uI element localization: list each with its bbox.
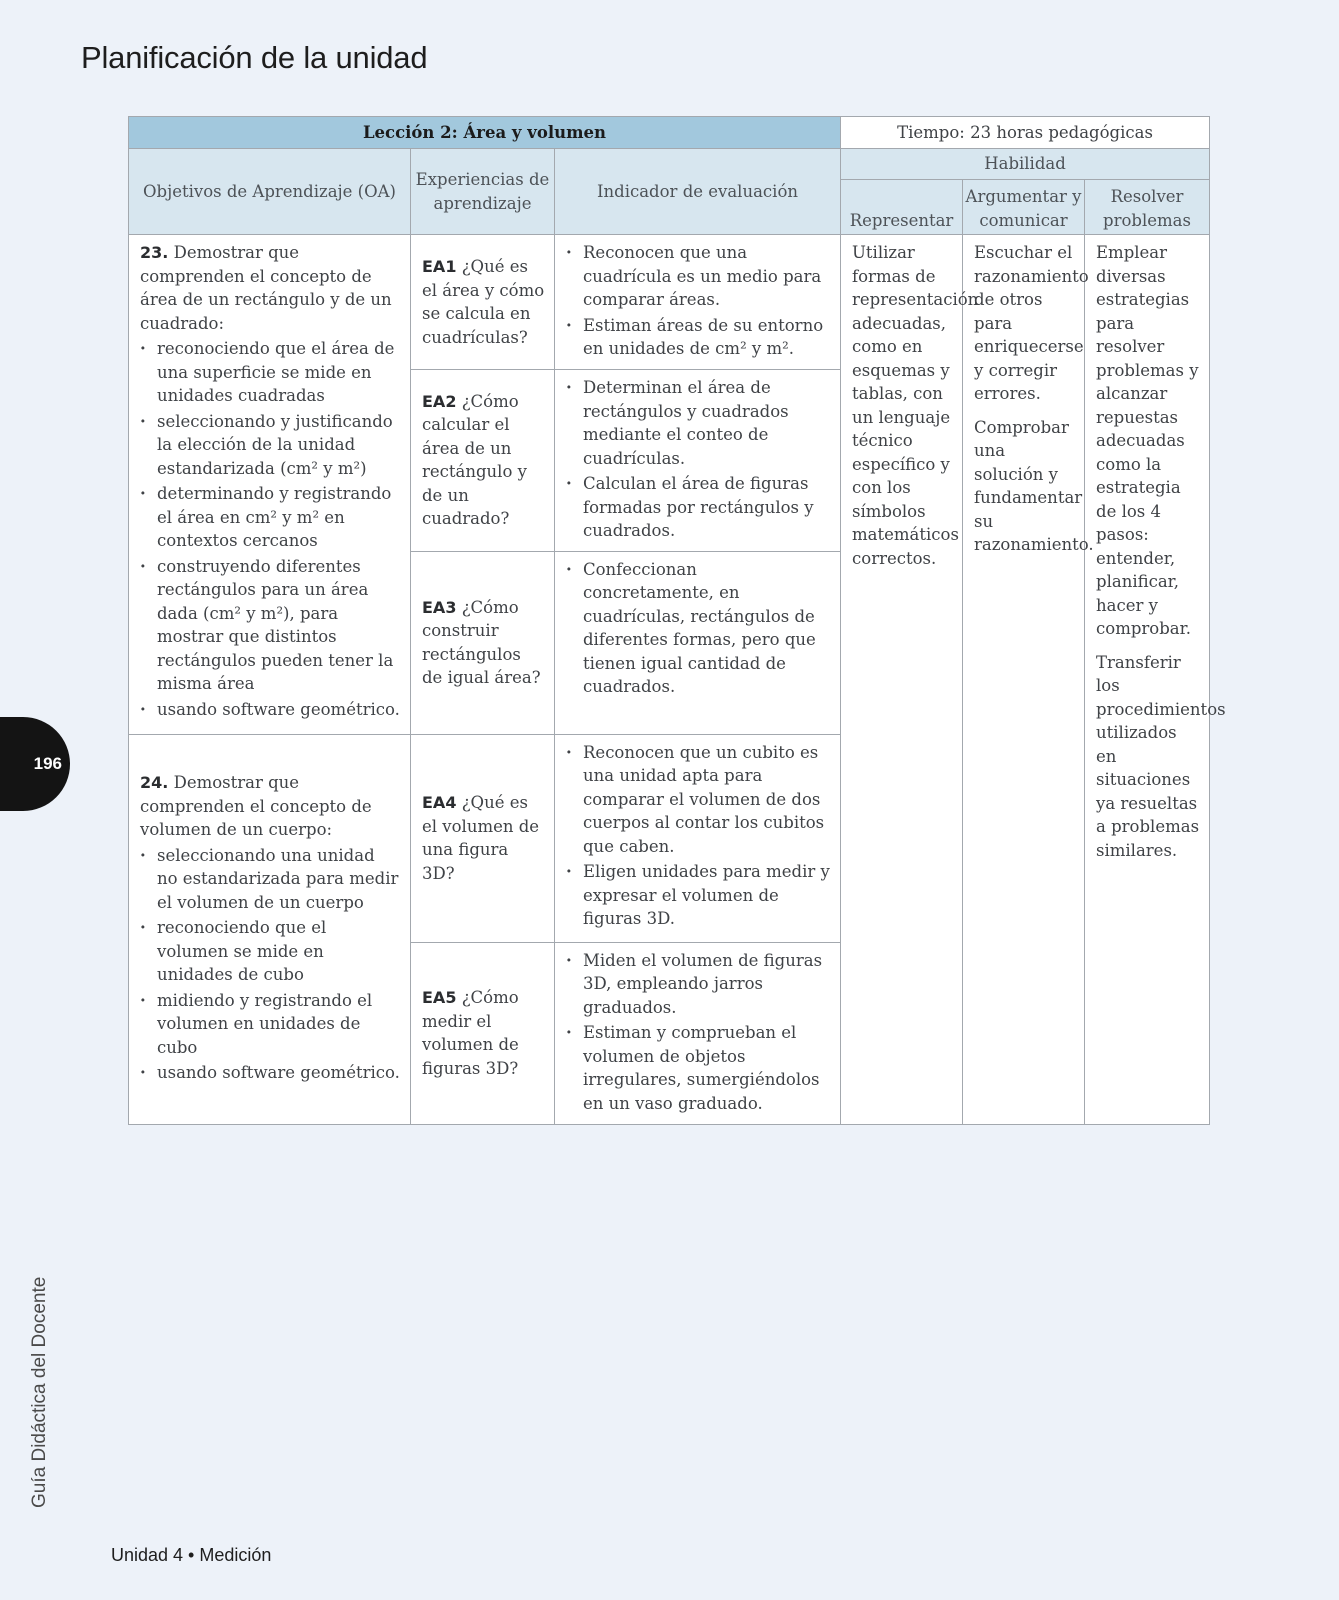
header-skill: Habilidad	[841, 149, 1210, 180]
ea4-cell	[411, 734, 555, 942]
list-item: · Reconocen que un cubito es una unidad apta para comparar el volumen de dos cuerpos al contar los cubitos que caben.	[566, 741, 832, 859]
ea5-question: ¿Cómo medir el volumen de figuras 3D?	[422, 988, 519, 1078]
ea2-code: EA2	[422, 391, 457, 411]
list-item: · determinando y registrando el área en cm² y m² en contextos cercanos	[140, 482, 400, 553]
list-item: · Calculan el área de figuras formadas por rectángulos y cuadrados.	[566, 472, 832, 543]
oa-24-text: Demostrar que comprenden el concepto de volumen de un cuerpo:	[140, 773, 372, 840]
ea4-code: EA4	[422, 793, 457, 812]
list-item: · Reconocen que una cuadrícula es un medio para comparar áreas.	[566, 241, 832, 312]
ea5-cell	[411, 942, 555, 1124]
footer-unit: Unidad 4 • Medición	[111, 1545, 272, 1565]
list-item: · Eligen unidades para medir y expresar el volumen de figuras 3D.	[566, 860, 832, 931]
lesson-title: Lección 2: Área y volumen	[129, 117, 841, 149]
skill-text: Emplear diversas estrategias para resolver problemas y alcanzar repuestas adecuadas como la estrategia de los 4 pasos: entender, planificar, hacer y comprobar.	[1096, 243, 1199, 638]
oa-23-text: Demostrar que comprenden el concepto de área de un rectángulo y de un cuadrado:	[140, 243, 392, 333]
list-item: · Determinan el área de rectángulos y cuadrados mediante el conteo de cuadrículas.	[566, 376, 832, 470]
list-item: · seleccionando una unidad no estandarizada para medir el volumen de un cuerpo	[140, 844, 400, 915]
page-number-tab	[0, 717, 70, 811]
skill-argue-cell	[963, 235, 1094, 1125]
ea3-code: EA3	[422, 597, 457, 617]
oa-24-number: 24.	[140, 773, 169, 793]
ea2-question: ¿Cómo calcular el área de un rectángulo y de un cuadrado?	[422, 391, 527, 529]
oa-23-list	[140, 337, 400, 721]
skill-text: Utilizar formas de representación adecuadas, como en esquemas y tablas, con un lenguaje técnico específico y con los símbolos matemáticos correctos.	[852, 243, 979, 568]
header-indicator: Indicador de evaluación	[555, 149, 841, 235]
page-title: Planificación de la unidad	[81, 40, 428, 75]
ea5-code: EA5	[422, 988, 457, 1007]
skill-text: Escuchar el razonamiento de otros para enriquecerse y corregir errores.	[974, 243, 1089, 403]
oa-23-number: 23.	[140, 243, 169, 262]
list-item: · Estiman y comprueban el volumen de objetos irregulares, sumergiéndolos en un vaso graduado.	[566, 1021, 832, 1115]
ea2-cell	[411, 370, 555, 552]
skill-text: Transferir los procedimientos utilizados en situaciones ya resueltas a problemas similares.	[1096, 652, 1226, 860]
list-item: · reconociendo que el volumen se mide en unidades de cubo	[140, 916, 400, 987]
list-item: · Estiman áreas de su entorno en unidades de cm² y m².	[566, 314, 832, 361]
list-item: · usando software geométrico.	[140, 698, 400, 722]
page-number: 196	[33, 754, 62, 773]
ea3-question: ¿Cómo construir rectángulos de igual área?	[422, 597, 541, 687]
oa-24-list	[140, 844, 400, 1085]
ea4-question: ¿Qué es el volumen de una figura 3D?	[422, 793, 540, 883]
ea2-indicators	[555, 370, 841, 552]
ea1-question: ¿Qué es el área y cómo se calcula en cuadrículas?	[422, 257, 545, 347]
lesson-time: Tiempo: 23 horas pedagógicas	[841, 117, 1210, 149]
list-item: · reconociendo que el área de una superficie se mide en unidades cuadradas	[140, 337, 400, 408]
skill-represent-cell	[841, 235, 979, 1125]
list-item: · usando software geométrico.	[140, 1061, 400, 1085]
planning-table	[128, 116, 1226, 1125]
header-solve: Resolver problemas	[1085, 180, 1210, 235]
list-item: · midiendo y registrando el volumen en unidades de cubo	[140, 989, 400, 1060]
header-oa: Objetivos de Aprendizaje (OA)	[129, 149, 411, 235]
list-item: · Miden el volumen de figuras 3D, empleando jarros graduados.	[566, 949, 832, 1020]
ea3-indicators	[555, 551, 841, 734]
ea1-indicators	[555, 235, 841, 370]
side-label: Guía Didáctica del Docente	[29, 1276, 50, 1508]
header-ea: Experiencias de aprendizaje	[411, 149, 555, 235]
ea4-indicators	[555, 734, 841, 942]
oa-23-cell	[129, 235, 411, 735]
list-item: · construyendo diferentes rectángulos para un área dada (cm² y m²), para mostrar que distintos rectángulos pueden tener la misma área	[140, 555, 400, 696]
header-argue: Argumentar y comunicar	[963, 180, 1085, 235]
header-represent: Representar	[841, 180, 963, 235]
skill-solve-cell	[1085, 235, 1226, 1125]
oa-24-cell	[129, 734, 411, 1124]
list-item: · Confeccionan concretamente, en cuadrículas, rectángulos de diferentes formas, pero que tienen igual cantidad de cuadrados.	[566, 558, 832, 699]
ea1-cell	[411, 235, 555, 370]
ea1-code: EA1	[422, 257, 457, 276]
skill-text: Comprobar una solución y fundamentar su razonamiento.	[974, 417, 1094, 554]
ea5-indicators	[555, 942, 841, 1124]
list-item: · seleccionando y justificando la elección de la unidad estandarizada (cm² y m²)	[140, 410, 400, 481]
ea3-cell	[411, 551, 555, 734]
